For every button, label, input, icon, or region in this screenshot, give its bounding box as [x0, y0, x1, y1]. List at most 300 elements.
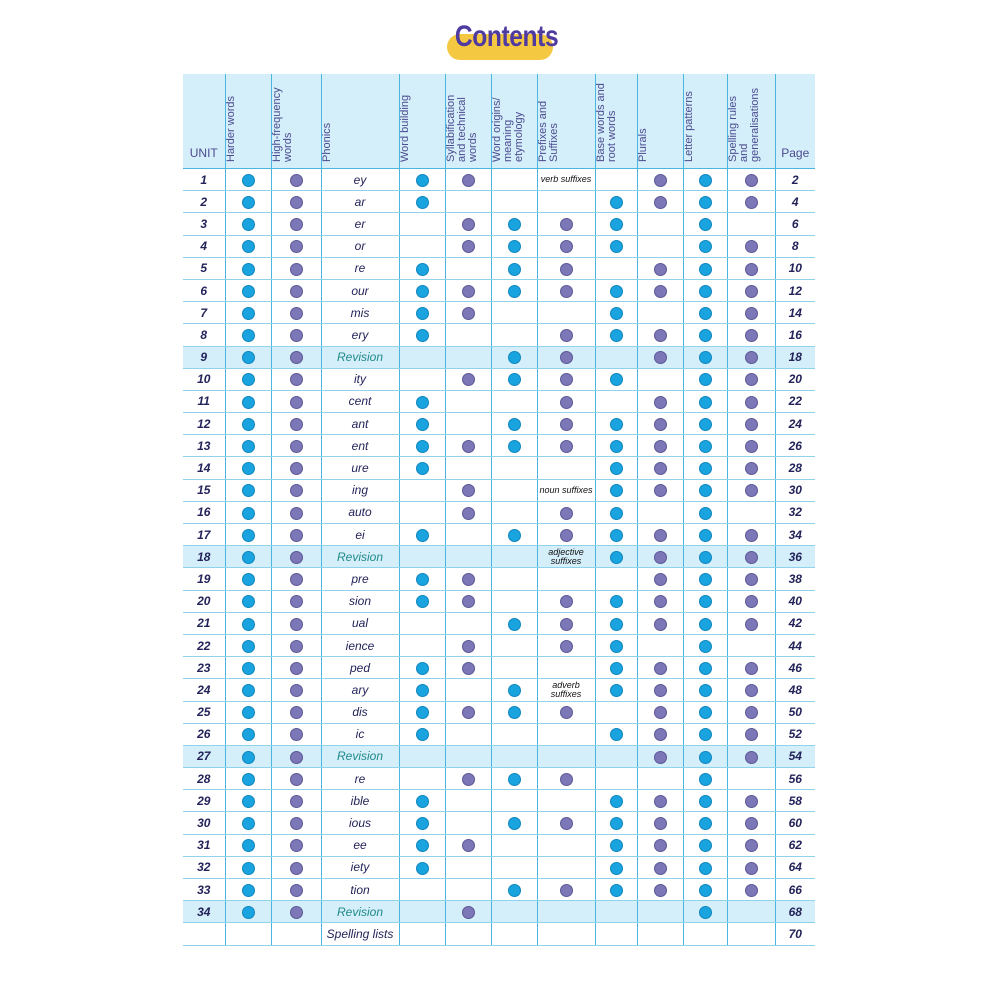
table-cell [271, 413, 321, 435]
phonics-label: ery [321, 324, 399, 346]
table-cell [445, 279, 491, 301]
table-cell [683, 879, 727, 901]
page-number: 24 [775, 413, 815, 435]
purple-dot-icon [745, 329, 758, 342]
table-cell [445, 879, 491, 901]
column-header-label: Base words and root words [594, 83, 618, 162]
table-cell [491, 235, 537, 257]
table-cell [271, 435, 321, 457]
phonics-label: tion [321, 879, 399, 901]
purple-dot-icon [462, 218, 475, 231]
unit-number: 23 [183, 657, 225, 679]
cyan-dot-icon [416, 573, 429, 586]
table-cell [271, 501, 321, 523]
cyan-dot-icon [508, 529, 521, 542]
suffix-note: adjective suffixes [537, 546, 595, 568]
table-cell [225, 590, 271, 612]
table-cell [727, 302, 775, 324]
table-cell [491, 923, 537, 945]
unit-number [183, 923, 225, 945]
purple-dot-icon [462, 662, 475, 675]
purple-dot-icon [560, 884, 573, 897]
table-cell [537, 745, 595, 767]
purple-dot-icon [654, 174, 667, 187]
table-cell [271, 790, 321, 812]
purple-dot-icon [560, 817, 573, 830]
cyan-dot-icon [610, 551, 623, 564]
cyan-dot-icon [610, 817, 623, 830]
table-cell [399, 279, 445, 301]
purple-dot-icon [745, 396, 758, 409]
table-row [183, 435, 815, 457]
table-cell [491, 879, 537, 901]
table-row [183, 257, 815, 279]
table-cell [491, 457, 537, 479]
table-cell [445, 723, 491, 745]
table-cell [271, 279, 321, 301]
purple-dot-icon [745, 240, 758, 253]
table-cell [683, 435, 727, 457]
purple-dot-icon [745, 817, 758, 830]
table-row [183, 634, 815, 656]
phonics-label: ible [321, 790, 399, 812]
table-cell [727, 679, 775, 701]
table-cell [537, 191, 595, 213]
table-row [183, 745, 815, 767]
table-cell [637, 812, 683, 834]
purple-dot-icon [560, 529, 573, 542]
table-cell [537, 302, 595, 324]
purple-dot-icon [290, 484, 303, 497]
phonics-label: Revision [321, 745, 399, 767]
table-cell [727, 701, 775, 723]
purple-dot-icon [745, 728, 758, 741]
column-header [225, 74, 271, 169]
cyan-dot-icon [610, 662, 623, 675]
table-cell [683, 302, 727, 324]
phonics-label: ey [321, 169, 399, 191]
phonics-label: ped [321, 657, 399, 679]
table-cell [225, 435, 271, 457]
table-row [183, 302, 815, 324]
table-cell [445, 745, 491, 767]
contents-table [183, 74, 815, 946]
cyan-dot-icon [242, 373, 255, 386]
page-number: 60 [775, 812, 815, 834]
cyan-dot-icon [699, 174, 712, 187]
table-cell [225, 346, 271, 368]
table-cell [595, 213, 637, 235]
table-cell [537, 923, 595, 945]
cyan-dot-icon [242, 684, 255, 697]
table-cell [727, 457, 775, 479]
table-cell [537, 213, 595, 235]
table-cell [445, 856, 491, 878]
table-cell [399, 834, 445, 856]
table-cell [271, 346, 321, 368]
table-cell [683, 346, 727, 368]
table-cell [683, 390, 727, 412]
purple-dot-icon [290, 906, 303, 919]
page-number: 26 [775, 435, 815, 457]
table-cell [491, 479, 537, 501]
phonics-label: ience [321, 634, 399, 656]
table-cell [637, 745, 683, 767]
column-header-label: Word origins/ meaning etymology [490, 97, 525, 162]
table-cell [595, 368, 637, 390]
purple-dot-icon [654, 662, 667, 675]
cyan-dot-icon [610, 484, 623, 497]
table-cell [399, 346, 445, 368]
page-number: 34 [775, 524, 815, 546]
table-cell [445, 524, 491, 546]
table-cell [399, 901, 445, 923]
cyan-dot-icon [610, 507, 623, 520]
table-cell [727, 812, 775, 834]
page-number: 22 [775, 390, 815, 412]
cyan-dot-icon [242, 706, 255, 719]
phonics-label: Revision [321, 546, 399, 568]
cyan-dot-icon [416, 396, 429, 409]
table-cell [727, 634, 775, 656]
purple-dot-icon [560, 240, 573, 253]
purple-dot-icon [745, 618, 758, 631]
purple-dot-icon [290, 773, 303, 786]
purple-dot-icon [654, 263, 667, 276]
purple-dot-icon [290, 351, 303, 364]
cyan-dot-icon [508, 440, 521, 453]
table-cell [399, 213, 445, 235]
table-row [183, 191, 815, 213]
cyan-dot-icon [699, 218, 712, 231]
table-cell [683, 457, 727, 479]
table-cell [271, 701, 321, 723]
table-cell [595, 501, 637, 523]
purple-dot-icon [745, 484, 758, 497]
table-cell [537, 901, 595, 923]
unit-number: 25 [183, 701, 225, 723]
table-cell [445, 457, 491, 479]
purple-dot-icon [290, 573, 303, 586]
cyan-dot-icon [242, 817, 255, 830]
table-row [183, 501, 815, 523]
table-cell [537, 346, 595, 368]
purple-dot-icon [290, 640, 303, 653]
page-number: 10 [775, 257, 815, 279]
table-cell [637, 368, 683, 390]
table-row [183, 679, 815, 701]
table-cell [683, 723, 727, 745]
table-cell [683, 812, 727, 834]
table-cell [637, 723, 683, 745]
unit-number: 8 [183, 324, 225, 346]
table-cell [399, 546, 445, 568]
purple-dot-icon [290, 440, 303, 453]
cyan-dot-icon [610, 373, 623, 386]
table-cell [637, 834, 683, 856]
cyan-dot-icon [508, 240, 521, 253]
purple-dot-icon [654, 551, 667, 564]
phonics-label: ure [321, 457, 399, 479]
table-cell [399, 501, 445, 523]
table-cell [491, 790, 537, 812]
table-cell [399, 235, 445, 257]
table-cell [637, 856, 683, 878]
cyan-dot-icon [610, 640, 623, 653]
cyan-dot-icon [416, 662, 429, 675]
table-cell [445, 901, 491, 923]
purple-dot-icon [290, 862, 303, 875]
page-number: 52 [775, 723, 815, 745]
table-cell [727, 479, 775, 501]
table-cell [683, 546, 727, 568]
cyan-dot-icon [416, 839, 429, 852]
cyan-dot-icon [508, 773, 521, 786]
purple-dot-icon [290, 174, 303, 187]
cyan-dot-icon [242, 196, 255, 209]
table-cell [537, 368, 595, 390]
page-number: 66 [775, 879, 815, 901]
table-cell [399, 568, 445, 590]
table-cell [491, 191, 537, 213]
unit-number: 24 [183, 679, 225, 701]
purple-dot-icon [462, 440, 475, 453]
table-cell [683, 745, 727, 767]
table-cell [271, 479, 321, 501]
column-header [321, 74, 399, 169]
table-cell [683, 679, 727, 701]
cyan-dot-icon [242, 839, 255, 852]
unit-number: 21 [183, 612, 225, 634]
table-cell [683, 634, 727, 656]
page-number: 28 [775, 457, 815, 479]
purple-dot-icon [745, 551, 758, 564]
cyan-dot-icon [610, 618, 623, 631]
page-number: 14 [775, 302, 815, 324]
table-cell [683, 191, 727, 213]
page-number: 56 [775, 768, 815, 790]
table-cell [727, 501, 775, 523]
page-number: 12 [775, 279, 815, 301]
table-cell [491, 302, 537, 324]
cyan-dot-icon [508, 618, 521, 631]
cyan-dot-icon [699, 862, 712, 875]
table-cell [595, 701, 637, 723]
table-cell [637, 768, 683, 790]
table-cell [595, 612, 637, 634]
table-cell [445, 657, 491, 679]
table-cell [225, 213, 271, 235]
table-cell [537, 390, 595, 412]
table-cell [399, 812, 445, 834]
purple-dot-icon [560, 396, 573, 409]
purple-dot-icon [290, 795, 303, 808]
table-row [183, 723, 815, 745]
cyan-dot-icon [610, 595, 623, 608]
table-row [183, 568, 815, 590]
cyan-dot-icon [699, 196, 712, 209]
table-cell [727, 413, 775, 435]
table-cell [683, 235, 727, 257]
purple-dot-icon [290, 751, 303, 764]
purple-dot-icon [290, 196, 303, 209]
column-header-label: Plurals [636, 128, 649, 162]
table-cell [537, 879, 595, 901]
cyan-dot-icon [242, 240, 255, 253]
table-cell [637, 213, 683, 235]
unit-number: 28 [183, 768, 225, 790]
cyan-dot-icon [610, 307, 623, 320]
table-cell [491, 679, 537, 701]
table-cell [537, 612, 595, 634]
table-cell [225, 634, 271, 656]
table-cell [595, 457, 637, 479]
table-cell [537, 812, 595, 834]
table-cell [225, 413, 271, 435]
table-cell [225, 701, 271, 723]
table-cell [399, 612, 445, 634]
cyan-dot-icon [416, 418, 429, 431]
table-cell [491, 213, 537, 235]
table-cell [445, 257, 491, 279]
table-cell [445, 834, 491, 856]
table-cell [727, 546, 775, 568]
table-cell [445, 590, 491, 612]
table-cell [637, 279, 683, 301]
table-cell [537, 790, 595, 812]
cyan-dot-icon [416, 174, 429, 187]
table-cell [399, 524, 445, 546]
purple-dot-icon [654, 618, 667, 631]
cyan-dot-icon [242, 862, 255, 875]
table-cell [445, 346, 491, 368]
unit-number: 6 [183, 279, 225, 301]
cyan-dot-icon [699, 307, 712, 320]
cyan-dot-icon [242, 751, 255, 764]
cyan-dot-icon [699, 728, 712, 741]
purple-dot-icon [745, 263, 758, 276]
purple-dot-icon [654, 484, 667, 497]
purple-dot-icon [290, 418, 303, 431]
purple-dot-icon [745, 307, 758, 320]
cyan-dot-icon [699, 573, 712, 586]
unit-number: 10 [183, 368, 225, 390]
phonics-label: ee [321, 834, 399, 856]
table-cell [491, 634, 537, 656]
cyan-dot-icon [242, 484, 255, 497]
table-row [183, 879, 815, 901]
table-cell [537, 768, 595, 790]
table-cell [637, 501, 683, 523]
table-cell [399, 923, 445, 945]
page-number: 62 [775, 834, 815, 856]
table-cell [399, 390, 445, 412]
purple-dot-icon [290, 662, 303, 675]
unit-number: 4 [183, 235, 225, 257]
table-cell [637, 324, 683, 346]
purple-dot-icon [290, 218, 303, 231]
table-cell [637, 590, 683, 612]
table-cell [727, 879, 775, 901]
page-number: 40 [775, 590, 815, 612]
cyan-dot-icon [610, 884, 623, 897]
table-cell [491, 768, 537, 790]
table-cell [683, 590, 727, 612]
table-cell [727, 368, 775, 390]
table-cell [399, 191, 445, 213]
table-cell [271, 812, 321, 834]
purple-dot-icon [745, 418, 758, 431]
unit-number: 11 [183, 390, 225, 412]
table-cell [271, 568, 321, 590]
cyan-dot-icon [508, 263, 521, 276]
table-cell [683, 923, 727, 945]
cyan-dot-icon [242, 440, 255, 453]
purple-dot-icon [654, 573, 667, 586]
table-cell [727, 657, 775, 679]
column-header [399, 74, 445, 169]
cyan-dot-icon [508, 285, 521, 298]
cyan-dot-icon [610, 196, 623, 209]
table-cell [491, 901, 537, 923]
table-cell [399, 368, 445, 390]
table-cell [491, 568, 537, 590]
table-row [183, 457, 815, 479]
cyan-dot-icon [416, 307, 429, 320]
purple-dot-icon [560, 507, 573, 520]
table-row [183, 235, 815, 257]
table-cell [225, 390, 271, 412]
table-cell [683, 856, 727, 878]
table-cell [271, 834, 321, 856]
table-cell [683, 568, 727, 590]
table-cell [225, 546, 271, 568]
purple-dot-icon [290, 307, 303, 320]
cyan-dot-icon [242, 618, 255, 631]
purple-dot-icon [654, 728, 667, 741]
unit-number: 18 [183, 546, 225, 568]
table-cell [445, 546, 491, 568]
table-cell [225, 768, 271, 790]
purple-dot-icon [462, 285, 475, 298]
table-cell [491, 657, 537, 679]
table-cell [399, 790, 445, 812]
table-cell [225, 723, 271, 745]
cyan-dot-icon [242, 507, 255, 520]
table-cell [225, 457, 271, 479]
cyan-dot-icon [416, 706, 429, 719]
cyan-dot-icon [508, 418, 521, 431]
table-cell [683, 213, 727, 235]
table-cell [225, 612, 271, 634]
cyan-dot-icon [416, 196, 429, 209]
table-cell [225, 657, 271, 679]
table-cell [271, 679, 321, 701]
phonics-label: auto [321, 501, 399, 523]
table-cell [637, 457, 683, 479]
phonics-label: ar [321, 191, 399, 213]
column-header-label: High-frequency words [270, 87, 294, 162]
purple-dot-icon [290, 373, 303, 386]
table-cell [225, 479, 271, 501]
purple-dot-icon [290, 728, 303, 741]
table-cell [637, 191, 683, 213]
cyan-dot-icon [416, 684, 429, 697]
table-cell [399, 413, 445, 435]
table-cell [225, 834, 271, 856]
table-cell [399, 657, 445, 679]
unit-number: 34 [183, 901, 225, 923]
